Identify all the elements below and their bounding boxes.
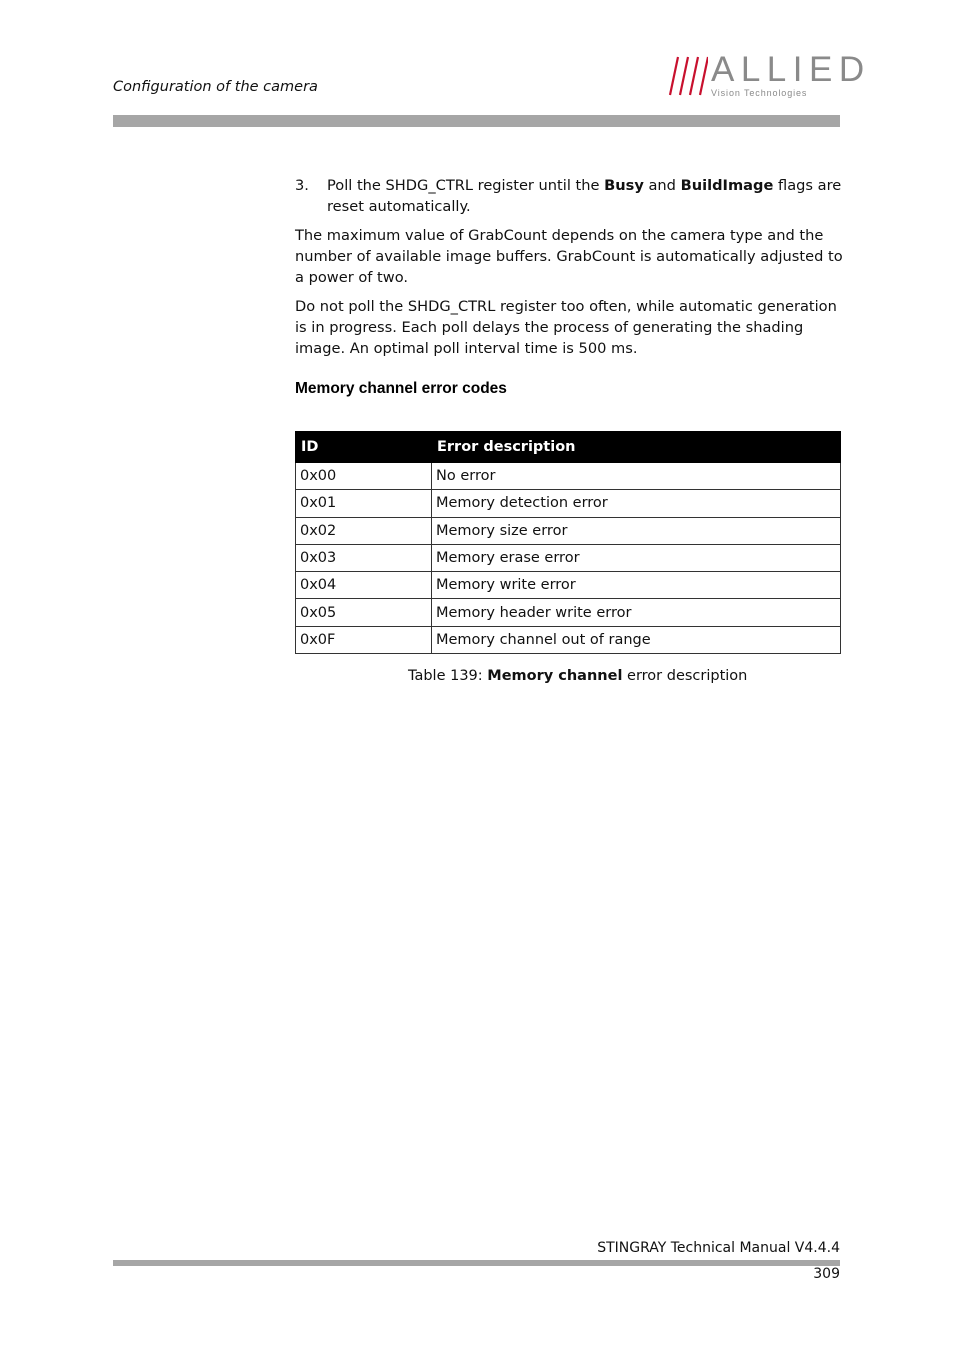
- caption-bold: Memory channel: [487, 668, 623, 684]
- step-number: 3.: [295, 177, 309, 194]
- column-header-description: Error description: [432, 432, 841, 463]
- error-description: Memory detection error: [432, 490, 841, 517]
- error-codes-table: [295, 431, 841, 654]
- table-row: [296, 517, 841, 544]
- step-text-a: Poll the SHDG_CTRL register until the: [327, 177, 605, 194]
- table-caption: [408, 668, 747, 684]
- error-id: 0x04: [296, 572, 432, 599]
- buildimage-flag: BuildImage: [680, 177, 774, 194]
- table-header-row: [296, 432, 841, 463]
- table-row: [296, 544, 841, 571]
- table-row: [296, 626, 841, 653]
- body-text: [295, 176, 843, 368]
- footer-rule: [113, 1260, 840, 1266]
- step-text: [327, 176, 843, 218]
- error-id: 0x03: [296, 544, 432, 571]
- error-description: Memory erase error: [432, 544, 841, 571]
- paragraph-poll: Do not poll the SHDG_CTRL register too often, while automatic generation is in progress. Each poll delays the process of generating the shading image. An optimal poll interval time is 500 ms.: [295, 297, 837, 357]
- step-text-b: and: [643, 177, 681, 194]
- step-text-c: flags are reset automatically.: [327, 177, 842, 215]
- column-header-id: ID: [296, 432, 432, 463]
- header-rule: [113, 115, 840, 127]
- error-id: 0x00: [296, 463, 432, 490]
- error-description: Memory channel out of range: [432, 626, 841, 653]
- error-id: 0x05: [296, 599, 432, 626]
- logo-tagline: Vision Technologies: [711, 88, 808, 98]
- logo-slashes-icon: [668, 55, 708, 97]
- table-row: [296, 572, 841, 599]
- footer-manual-title: STINGRAY Technical Manual V4.4.4: [597, 1240, 840, 1256]
- error-description: Memory write error: [432, 572, 841, 599]
- error-id: 0x02: [296, 517, 432, 544]
- section-heading: Memory channel error codes: [295, 380, 507, 397]
- page-number: 309: [813, 1266, 840, 1282]
- busy-flag: Busy: [604, 177, 644, 194]
- error-id: 0x0F: [296, 626, 432, 653]
- error-id: 0x01: [296, 490, 432, 517]
- table-row: [296, 599, 841, 626]
- logo-wordmark: ALLIED: [711, 50, 871, 89]
- caption-suffix: error description: [622, 668, 748, 684]
- error-description: Memory size error: [432, 517, 841, 544]
- error-description: Memory header write error: [432, 599, 841, 626]
- caption-prefix: Table 139:: [408, 668, 488, 684]
- paragraph-grabcount: The maximum value of GrabCount depends on the camera type and the number of available image buffers. GrabCount is automatically adjusted to a power of two.: [295, 227, 843, 286]
- table-row: [296, 490, 841, 517]
- allied-logo: [668, 50, 871, 102]
- error-description: No error: [432, 463, 841, 490]
- step-item: [295, 176, 843, 218]
- table-row: [296, 463, 841, 490]
- header-title: Configuration of the camera: [113, 79, 318, 95]
